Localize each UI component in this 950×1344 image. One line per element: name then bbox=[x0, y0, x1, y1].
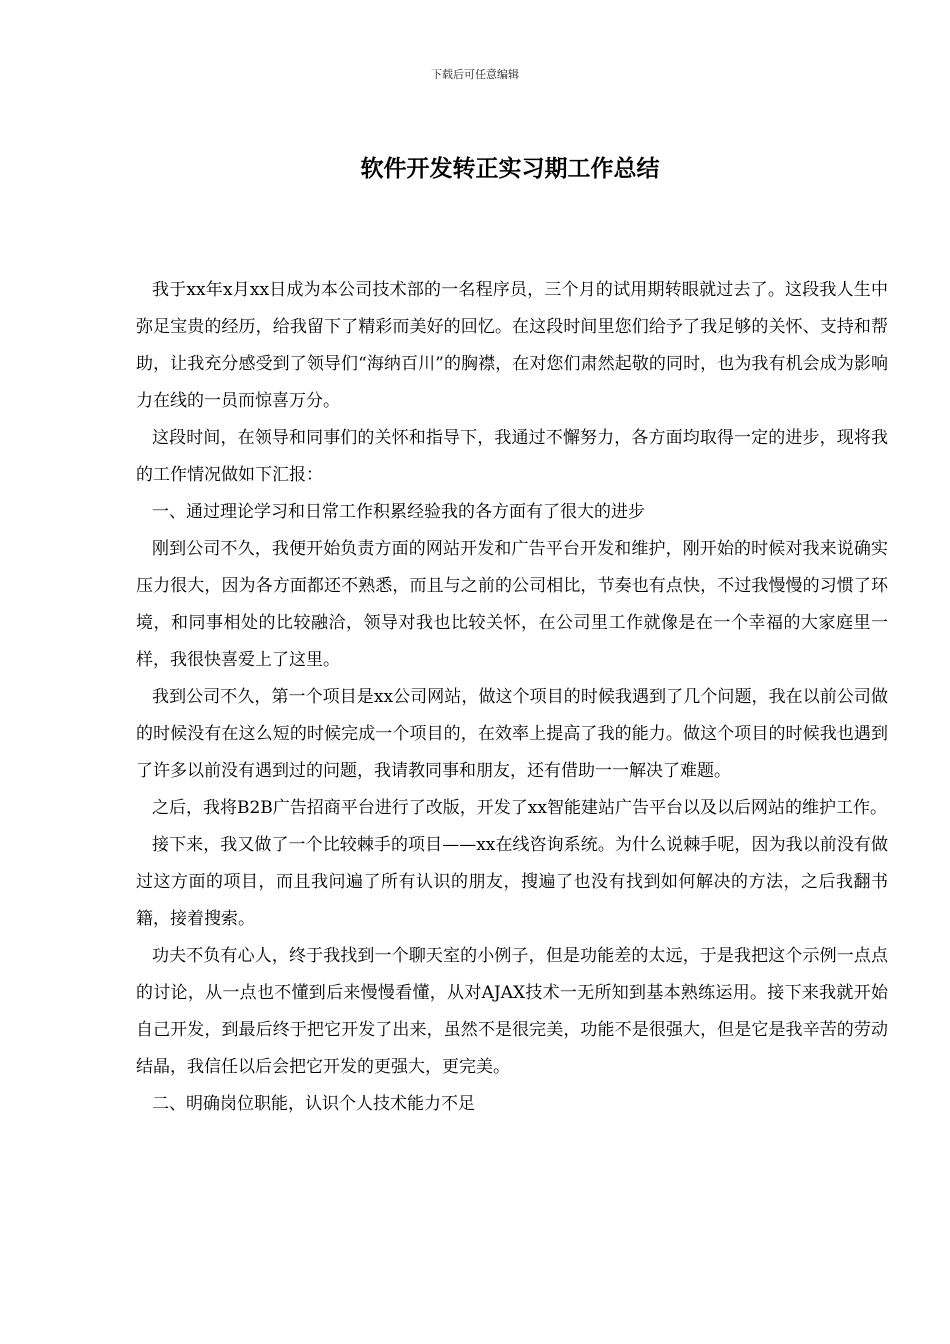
document-body bbox=[136, 272, 888, 1123]
document-title: 软件开发转正实习期工作总结 bbox=[360, 156, 660, 182]
paragraph-consult-system: 接下来，我又做了一个比较棘手的项目——xx在线咨询系统。为什么说棘手呢，因为我以前没有做过这方面的项目，而且我问遍了所有认识的朋友，搜遍了也没有找到如何解决的方法，之后我翻书籍，接着搜索。 bbox=[136, 835, 888, 929]
section-heading-1: 一、通过理论学习和日常工作积累经验我的各方面有了很大的进步 bbox=[152, 502, 645, 522]
paragraph-progress: 这段时间，在领导和同事们的关怀和指导下，我通过不懈努力，各方面均取得一定的进步，现将我的工作情况做如下汇报： bbox=[136, 428, 888, 485]
paragraph-ajax: 功夫不负有心人，终于我找到一个聊天室的小例子，但是功能差的太远，于是我把这个示例一点点的讨论，从一点也不懂到后来慢慢看懂，从对AJAX技术一无所知到基本熟练运用。接下来我就开始自己开发，到最后终于把它开发了出来，虽然不是很完美，功能不是很强大，但是它是我辛苦的劳动结晶，我信任以后会把它开发的更强大，更完美。 bbox=[136, 946, 888, 1077]
paragraph-first-project: 我到公司不久，第一个项目是xx公司网站，做这个项目的时候我遇到了几个问题，我在以前公司做的时候没有在这么短的时候完成一个项目的，在效率上提高了我的能力。做这个项目的时候我也遇到了许多以前没有遇到过的问题，我请教同事和朋友，还有借助一一解决了难题。 bbox=[136, 687, 888, 781]
header-note: 下载后可任意编辑 bbox=[431, 68, 519, 81]
paragraph-arrival: 刚到公司不久，我便开始负责方面的网站开发和广告平台开发和维护，刚开始的时候对我来说确实压力很大，因为各方面都还不熟悉，而且与之前的公司相比，节奏也有点快，不过我慢慢的习惯了环境，和同事相处的比较融洽，领导对我也比较关怀，在公司里工作就像是在一个幸福的大家庭里一样，我很快喜爱上了这里。 bbox=[136, 539, 888, 670]
paragraph-b2b-platform: 之后，我将B2B广告招商平台进行了改版，开发了xx智能建站广告平台以及以后网站的维护工作。 bbox=[152, 798, 887, 818]
section-heading-2: 二、明确岗位职能，认识个人技术能力不足 bbox=[152, 1094, 475, 1114]
paragraph-intro: 我于xx年x月xx日成为本公司技术部的一名程序员，三个月的试用期转眼就过去了。这段我人生中弥足宝贵的经历，给我留下了精彩而美好的回忆。在这段时间里您们给予了我足够的关怀、支持和帮助，让我充分感受到了领导们“海纳百川”的胸襟，在对您们肃然起敬的同时，也为我有机会成为影响力在线的一员而惊喜万分。 bbox=[136, 280, 888, 411]
